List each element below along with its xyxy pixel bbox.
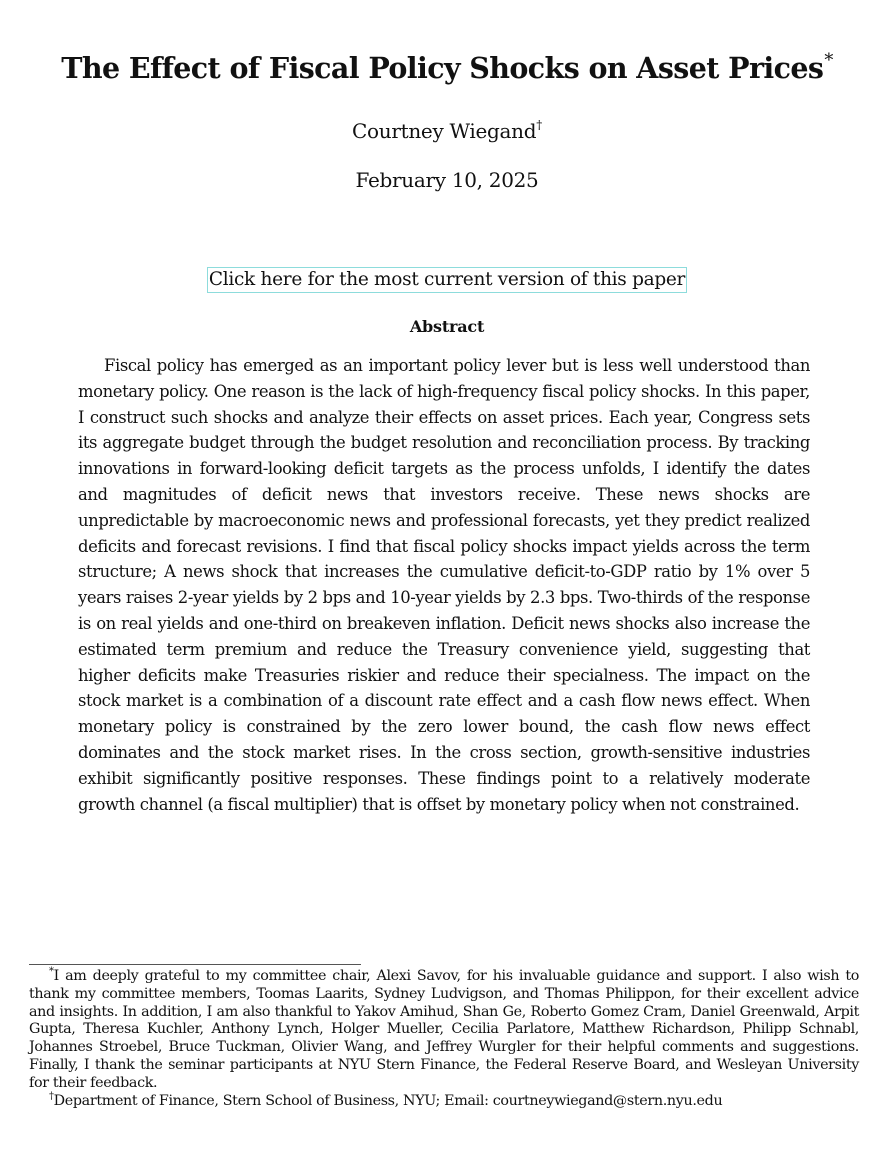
abstract-heading: Abstract bbox=[409, 317, 485, 336]
footnote-text: Department of Finance, Stern School of Business, NYU; Email: courtneywiegand@stern.nyu.edu bbox=[53, 1092, 723, 1109]
footnote-text: I am deeply grateful to my committee chair, Alexi Savov, for his invaluable guidance and support. I also wish to thank my committee members, Toomas Laarits, Sydney Ludvigson, and Thomas Philippon, for their excellent advice and insights. In addition, I am also thankful to Yakov Amihud, Shan Ge, Roberto Gomez Cram, Daniel Greenwald, Arpit Gupta, Theresa Kuchler, Anthony Lynch, Holger Mueller, Cecilia Parlatore, Matthew Richardson, Philipp Schnabl, Johannes Stroebel, Bruce Tuckman, Olivier Wang, and Jeffrey Wurgler for their helpful comments and suggestions. Finally, I thank the seminar participants at NYU Stern Finance, the Federal Reserve Board, and Wesleyan University for their feedback. bbox=[29, 968, 859, 1091]
abstract-body: Fiscal policy has emerged as an important policy lever but is less well understood than monetary policy. One reason is the lack of high-frequency fiscal policy shocks. In this paper, I construct such shocks and analyze their effects on asset prices. Each year, Congress sets its aggregate budget through the budget resolution and reconciliation process. By tracking innovations in forward-looking deficit targets as the process unfolds, I identify the dates and magnitudes of deficit news that investors receive. These news shocks are unpredictable by macroeconomic news and professional forecasts, yet they predict realized deficits and forecast revisions. I find that fiscal policy shocks impact yields across the term structure; A news shock that increases the cumulative deficit-to-GDP ratio by 1% over 5 years raises 2-year yields by 2 bps and 10-year yields by 2.3 bps. Two-thirds of the response is on real yields and one-third on breakeven inflation. Deficit news shocks also increase the estimated term premium and reduce the Treasury convenience yield, suggesting that higher deficits make Treasuries riskier and reduce their specialness. The impact on the stock market is a combination of a discount rate effect and a cash flow news effect. When monetary policy is constrained by the zero lower bound, the cash flow news effect dominates and the stock market rises. In the cross section, growth-sensitive industries exhibit significantly positive responses. These findings point to a relatively moderate growth channel (a fiscal multiplier) that is offset by monetary policy when not constrained. bbox=[78, 356, 810, 814]
footnote-mark: † bbox=[49, 1090, 54, 1102]
paper-title bbox=[40, 48, 854, 88]
author-line bbox=[0, 116, 894, 146]
current-version-link[interactable]: Click here for the most current version of this paper bbox=[207, 267, 687, 293]
footnote-acknowledgements bbox=[29, 968, 859, 1093]
author-name: Courtney Wiegand bbox=[352, 119, 537, 143]
paper-title-text: The Effect of Fiscal Policy Shocks on Asset Prices bbox=[61, 51, 824, 85]
paper-date: February 10, 2025 bbox=[355, 168, 539, 192]
author-footnote-mark[interactable]: † bbox=[536, 118, 542, 132]
current-version-link-wrap bbox=[0, 267, 894, 293]
footnote-mark: * bbox=[49, 966, 54, 977]
footnote-affiliation bbox=[29, 1090, 859, 1111]
footnotes bbox=[29, 968, 859, 1110]
title-footnote-mark[interactable]: * bbox=[824, 50, 833, 71]
footnote-divider bbox=[29, 964, 361, 965]
